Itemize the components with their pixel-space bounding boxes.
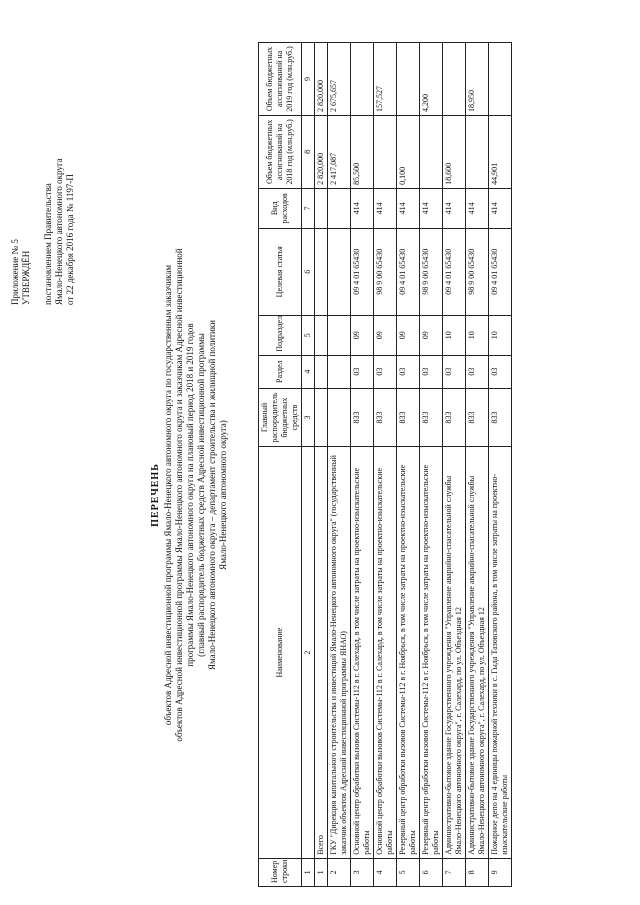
row-grbs: 833 [351, 388, 374, 447]
colnum: 3 [302, 388, 315, 447]
row-razdel: 03 [489, 355, 512, 388]
row-grbs: 833 [397, 388, 420, 447]
row-2018 [420, 115, 443, 188]
row-2019: 18,950 [466, 43, 489, 116]
table-row [420, 43, 443, 887]
row-podrazdel: 09 [374, 315, 397, 355]
row-2018: 0,100 [397, 115, 420, 188]
row-name: Резервный центр обработки вызовов Системы-112 в г. Ноябрьск, в том числе затраты на проектно-изыскательские работы [397, 447, 420, 858]
header-grbs: Главный распорядитель бюджетных средств [259, 388, 302, 447]
row-2018: 44,901 [489, 115, 512, 188]
column-number-row [302, 43, 315, 887]
appendix-date: от 22 декабря 2016 года № 1197-П [65, 174, 75, 305]
colnum: 5 [302, 315, 315, 355]
header-podrazdel: Подраздел [259, 315, 302, 355]
document-title [150, 175, 229, 815]
row-podrazdel: 10 [489, 315, 512, 355]
row-razdel: 03 [351, 355, 374, 388]
row-name: Основной центр обработки вызовов Системы-112 в г. Салехард, в том числе затраты на проектно-изыскательские работы [374, 447, 397, 858]
row-grbs: 833 [466, 388, 489, 447]
table-header-row [259, 43, 302, 887]
header-vr: Вид расходов [259, 188, 302, 228]
row-grbs: 833 [489, 388, 512, 447]
row-vr: 414 [351, 188, 374, 228]
row-vr: 414 [420, 188, 443, 228]
row-2019 [351, 43, 374, 116]
title-line-1: объектов Адресной инвестиционной программы Ямало-Ненецкого автономного округа по государственным заказчикам [163, 264, 173, 726]
row-number: 9 [489, 858, 512, 886]
row-2019 [397, 43, 420, 116]
table-row [466, 43, 489, 887]
row-cst: 09 4 01 65430 [489, 228, 512, 315]
table-row [374, 43, 397, 887]
row-2019: 4,200 [420, 43, 443, 116]
row-2019 [489, 43, 512, 116]
row-podrazdel [328, 315, 351, 355]
row-2018: 2 820,000 [315, 115, 328, 188]
row-grbs: 833 [443, 388, 466, 447]
row-razdel: 03 [466, 355, 489, 388]
row-podrazdel: 09 [420, 315, 443, 355]
row-2019: 157,527 [374, 43, 397, 116]
row-podrazdel: 10 [466, 315, 489, 355]
row-vr [315, 188, 328, 228]
row-number: 4 [374, 858, 397, 886]
row-cst: 98 9 00 65430 [466, 228, 489, 315]
appendix-number: Приложение № 5 [10, 239, 20, 305]
row-2018 [374, 115, 397, 188]
document-page [10, 10, 630, 895]
title-heading: ПЕРЕЧЕНЬ [150, 463, 161, 527]
row-number: 5 [397, 858, 420, 886]
row-podrazdel: 09 [351, 315, 374, 355]
title-line-4: (главный распорядитель бюджетных средств Адресной инвестиционной программы [196, 333, 206, 657]
row-razdel [328, 355, 351, 388]
row-cst: 09 4 01 65430 [443, 228, 466, 315]
table-row [489, 43, 512, 887]
appendix-authority: Ямало-Ненецкого автономного округа [54, 158, 64, 305]
colnum: 1 [302, 858, 315, 886]
header-name: Наименование [259, 447, 302, 858]
row-vr: 414 [443, 188, 466, 228]
row-vr: 414 [397, 188, 420, 228]
row-grbs: 833 [374, 388, 397, 447]
row-razdel: 03 [420, 355, 443, 388]
header-2018: Объем бюджетных ассигнований на 2018 год (млн.руб.) [259, 115, 302, 188]
row-cst: 98 9 00 65430 [420, 228, 443, 315]
row-vr: 414 [374, 188, 397, 228]
row-podrazdel: 10 [443, 315, 466, 355]
row-podrazdel [315, 315, 328, 355]
row-vr: 414 [466, 188, 489, 228]
row-razdel: 03 [374, 355, 397, 388]
appendix-decree: постановлением Правительства [43, 183, 53, 305]
header-razdel: Раздел [259, 355, 302, 388]
row-grbs [315, 388, 328, 447]
row-cst [328, 228, 351, 315]
row-razdel [315, 355, 328, 388]
title-line-6: Ямало-Ненецкого автономного округа) [218, 420, 228, 570]
row-vr [328, 188, 351, 228]
colnum: 2 [302, 447, 315, 858]
title-line-2: объектов Адресной инвестиционной программы Ямало-Ненецкого автономного округа и заказчикам Адресной инвестиционной [174, 248, 184, 742]
row-razdel: 03 [443, 355, 466, 388]
row-grbs [328, 388, 351, 447]
row-2019: 2 675,657 [328, 43, 351, 116]
table-row [328, 43, 351, 887]
row-grbs: 833 [420, 388, 443, 447]
appendix-approved: УТВЕРЖДЁН [21, 250, 31, 305]
table-row [315, 43, 328, 887]
row-name: ГКУ "Дирекция капитального строительства и инвестиций Ямало-Ненецкого автономного округа" (государственный заказчик объектов Адресной инвестиционной программы ЯНАО) [328, 447, 351, 858]
row-cst: 09 4 01 65430 [397, 228, 420, 315]
row-vr: 414 [489, 188, 512, 228]
row-name: Всего [315, 447, 328, 858]
colnum: 6 [302, 228, 315, 315]
row-number: 3 [351, 858, 374, 886]
row-name: Пожарное депо на 4 единицы пожарной техники в с. Гыда Тазовского района, в том числе затраты на проектно-изыскательские работы [489, 447, 512, 858]
colnum: 7 [302, 188, 315, 228]
appendix-block [10, 45, 76, 305]
row-2018 [466, 115, 489, 188]
colnum: 8 [302, 115, 315, 188]
row-razdel: 03 [397, 355, 420, 388]
row-cst [315, 228, 328, 315]
header-cst: Целевая статья [259, 228, 302, 315]
row-name: Основной центр обработки вызовов Системы-112 в г. Салехард, в том числе затраты на проектно-изыскательские работы [351, 447, 374, 858]
row-2018: 18,600 [443, 115, 466, 188]
table-row [351, 43, 374, 887]
row-2018: 85,500 [351, 115, 374, 188]
row-name: Административно-бытовое здание Государственного учреждения "Управление аварийно-спасательной службы Ямало-Ненецкого автономного округа", г. Салехард, по ул. Объездная 12 [466, 447, 489, 858]
row-cst: 09 4 01 65430 [351, 228, 374, 315]
row-number: 2 [328, 858, 351, 886]
row-number: 8 [466, 858, 489, 886]
row-2019 [443, 43, 466, 116]
row-2018: 2 417,087 [328, 115, 351, 188]
row-cst: 98 9 00 65430 [374, 228, 397, 315]
title-line-5: Ямало-Ненецкого автономного округа – департамент строительства и жилищной политики [207, 320, 217, 670]
row-2019: 2 820,000 [315, 43, 328, 116]
objects-table [258, 42, 512, 887]
table-row [443, 43, 466, 887]
table-row [397, 43, 420, 887]
header-2019: Объем бюджетных ассигнований на 2019 год (млн.руб.) [259, 43, 302, 116]
colnum: 4 [302, 355, 315, 388]
row-number: 6 [420, 858, 443, 886]
row-number: 7 [443, 858, 466, 886]
row-name: Резервный центр обработки вызовов Системы-112 в г. Ноябрьск, в том числе затраты на проектно-изыскательские работы [420, 447, 443, 858]
row-name: Административно-бытовое здание Государственного учреждения "Управление аварийно-спасательной службы Ямало-Ненецкого автономного округа", г. Салехард, по ул. Объездная 12 [443, 447, 466, 858]
row-number: 1 [315, 858, 328, 886]
row-podrazdel: 09 [397, 315, 420, 355]
header-num: Номер строки [259, 858, 302, 886]
colnum: 9 [302, 43, 315, 116]
title-line-3: программы Ямало-Ненецкого автономного округа на плановый период 2018 и 2019 годов [185, 323, 195, 667]
